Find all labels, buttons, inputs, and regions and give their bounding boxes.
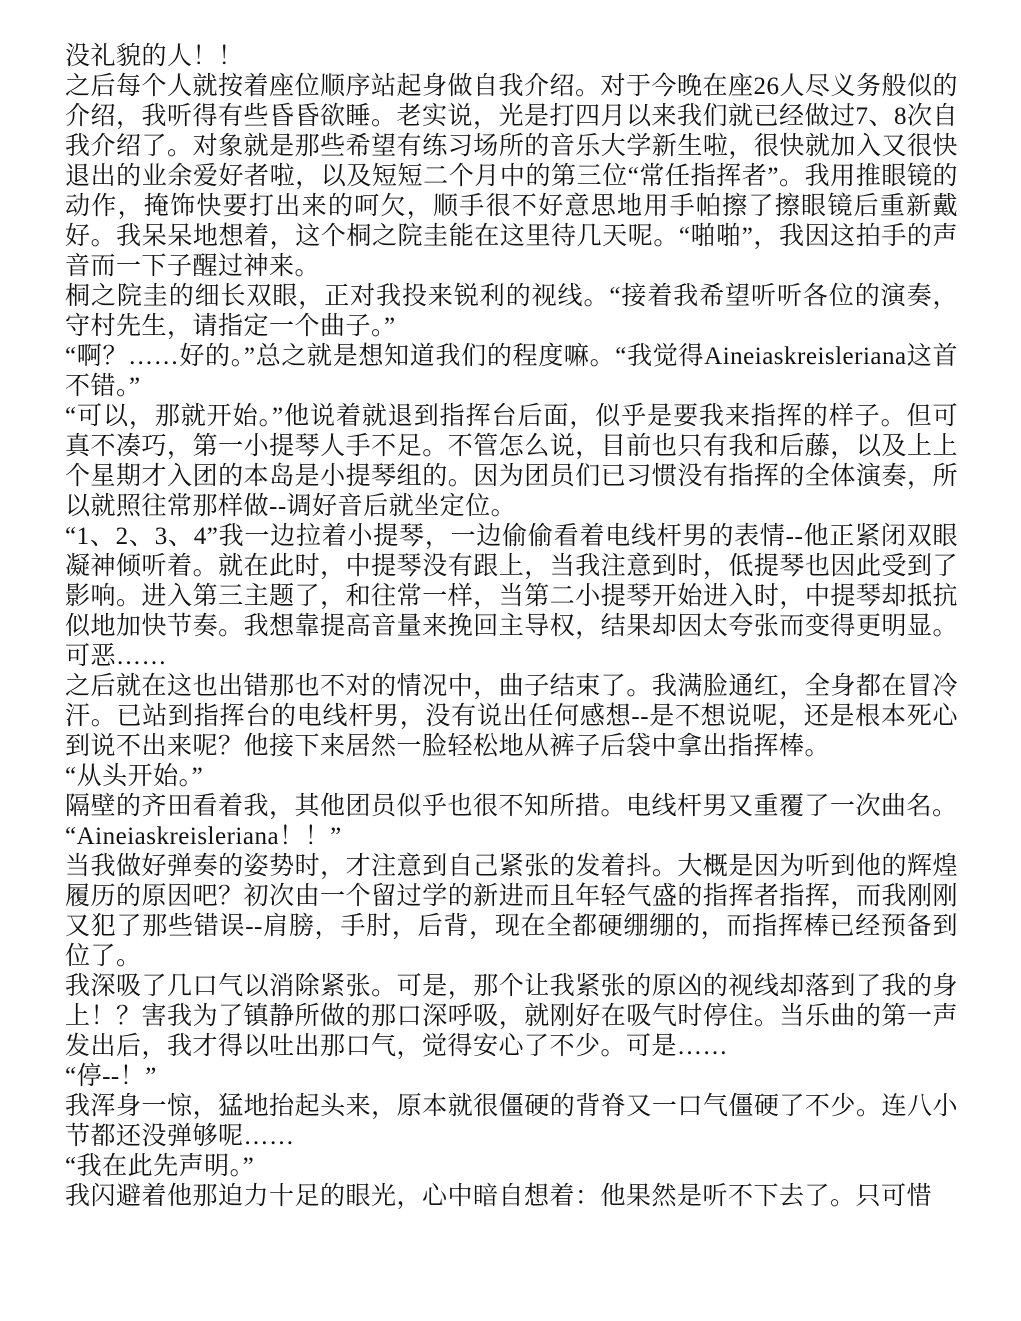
document-page [65, 42, 958, 1212]
paragraph: “我在此先声明。” [65, 1153, 255, 1180]
paragraph: “Aineiaskreisleriana！！” [65, 823, 342, 850]
paragraph: “可以，那就开始。”他说着就退到指挥台后面，似乎是要我来指挥的样子。但可真不凑巧，第一小提琴人手不足。不管怎么说，目前也只有我和后藤，以及上上个星期才入团的本岛是小提琴组的。因为团员们已习惯没有指挥的全体演奏，所以就照往常那样做--调好音后就坐定位。 [65, 403, 958, 520]
paragraph: 没礼貌的人！！ [65, 43, 244, 70]
paragraph: “停--！” [65, 1063, 157, 1090]
paragraph: “从头开始。” [65, 763, 204, 790]
paragraph: “啊？……好的。”总之就是想知道我们的程度嘛。“我觉得Aineiaskreisleriana这首不错。” [65, 343, 958, 400]
paragraph: 当我做好弹奏的姿势时，才注意到自己紧张的发着抖。大概是因为听到他的辉煌履历的原因吧？初次由一个留过学的新进而且年轻气盛的指挥者指挥，而我刚刚又犯了那些错误--肩膀，手肘，后背，现在全都硬绷绷的，而指挥棒已经预备到位了。 [65, 853, 958, 970]
paragraph: 之后每个人就按着座位顺序站起身做自我介绍。对于今晚在座26人尽义务般似的介绍，我听得有些昏昏欲睡。老实说，光是打四月以来我们就已经做过7、8次自我介绍了。对象就是那些希望有练习场所的音乐大学新生啦，很快就加入又很快退出的业余爱好者啦，以及短短二个月中的第三位“常任指挥者”。我用推眼镜的动作，掩饰快要打出来的呵欠，顺手很不好意思地用手帕擦了擦眼镜后重新戴好。我呆呆地想着，这个桐之院圭能在这里待几天呢。“啪啪”，我因这拍手的声音而一下子醒过神来。 [65, 73, 959, 280]
paragraph: 我闪避着他那迫力十足的眼光，心中暗自想着：他果然是听不下去了。只可惜 [65, 1183, 933, 1210]
paragraph: 桐之院圭的细长双眼，正对我投来锐利的视线。“接着我希望听听各位的演奏，守村先生，请指定一个曲子。” [65, 283, 958, 340]
paragraph: 我浑身一惊，猛地抬起头来，原本就很僵硬的背脊又一口气僵硬了不少。连八小节都还没弹够呢…… [65, 1093, 958, 1150]
paragraph: 隔壁的齐田看着我，其他团员似乎也很不知所措。电线杆男又重覆了一次曲名。 [65, 793, 958, 820]
paragraph: “1、2、3、4”我一边拉着小提琴，一边偷偷看着电线杆男的表情--他正紧闭双眼凝神倾听着。就在此时，中提琴没有跟上，当我注意到时，低提琴也因此受到了影响。进入第三主题了，和往常一样，当第二小提琴开始进入时，中提琴却抵抗似地加快节奏。我想靠提高音量来挽回主导权，结果却因太夸张而变得更明显。可恶…… [65, 523, 958, 670]
paragraph: 之后就在这也出错那也不对的情况中，曲子结束了。我满脸通红，全身都在冒冷汗。已站到指挥台的电线杆男，没有说出任何感想--是不想说呢，还是根本死心到说不出来呢？他接下来居然一脸轻松地从裤子后袋中拿出指挥棒。 [65, 673, 958, 760]
paragraph: 我深吸了几口气以消除紧张。可是，那个让我紧张的原凶的视线却落到了我的身上！？害我为了镇静所做的那口深呼吸，就刚好在吸气时停住。当乐曲的第一声发出后，我才得以吐出那口气，觉得安心了不少。可是…… [65, 973, 958, 1060]
